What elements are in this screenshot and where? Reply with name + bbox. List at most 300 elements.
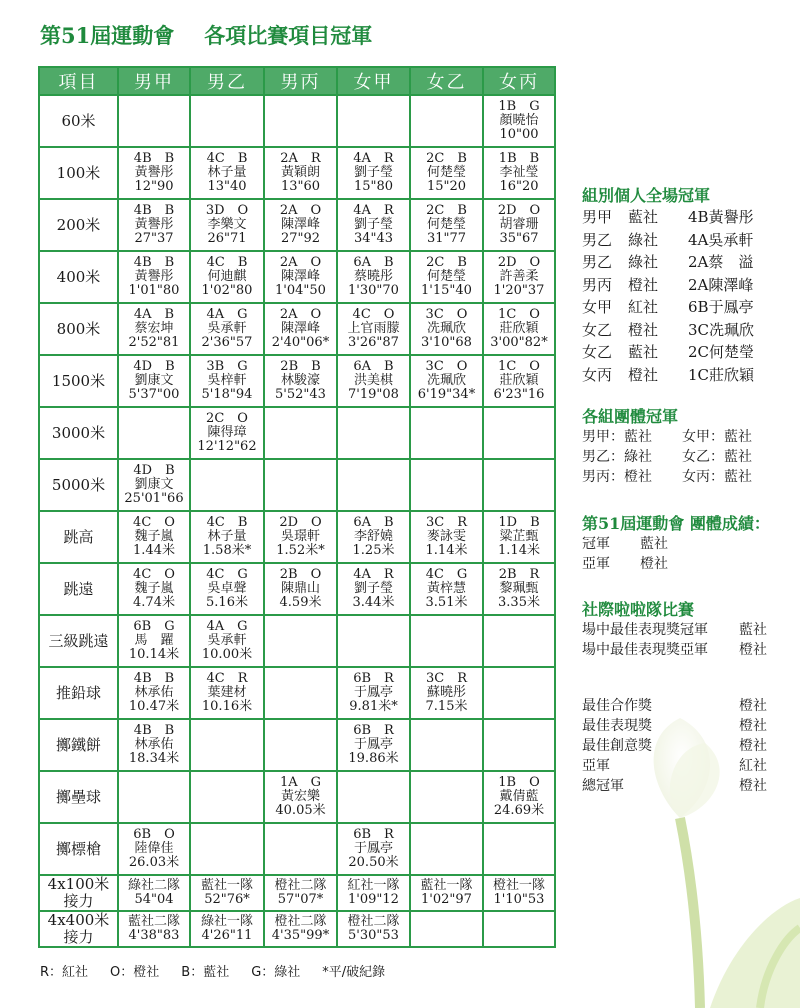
result-line: 4C O [352, 307, 395, 322]
result-line: 6B G [133, 619, 175, 634]
result-line: 5'52"43 [275, 387, 326, 402]
result-cell [483, 147, 555, 199]
result-cell [410, 251, 483, 303]
result-line: 3B G [206, 359, 248, 374]
result-cell [337, 875, 410, 911]
result-line: 2'36"57 [201, 335, 253, 350]
list-item [582, 364, 788, 387]
table-row [39, 563, 555, 615]
result-line: 1C O [498, 359, 540, 374]
result-line: 12'12"62 [197, 439, 257, 454]
header-division: 男甲 [118, 67, 190, 95]
table-row [39, 511, 555, 563]
result-line: 蔡曉彤 [353, 269, 393, 284]
result-line: 4C B [206, 151, 248, 166]
list-item-text: 男甲 [582, 208, 613, 226]
list-item-text: 場中最佳表現獎冠軍 [582, 622, 708, 638]
result-line: 橙社二隊 [347, 914, 400, 929]
cheer-title: 社際啦啦隊比賽 [582, 600, 695, 619]
result-cell [264, 771, 337, 823]
result-line: 3.51米 [425, 595, 468, 610]
event-name: 擲壘球 [39, 771, 118, 823]
table-row [39, 911, 555, 947]
result-line: 10.00米 [201, 647, 253, 662]
result-line: 陳鼎山 [280, 581, 320, 596]
result-cell [264, 667, 337, 719]
event-name: 擲標槍 [39, 823, 118, 875]
result-cell [337, 303, 410, 355]
result-line: 于鳳亭 [353, 841, 393, 856]
tulip-illustration [530, 568, 800, 1008]
result-line: 1B G [498, 99, 540, 114]
result-line: 12"90 [134, 179, 174, 194]
result-cell [190, 875, 264, 911]
list-item [582, 206, 788, 229]
result-line: 劉康文 [134, 373, 174, 388]
result-cell [337, 911, 410, 947]
result-cell [118, 199, 190, 251]
event-name: 跳高 [39, 511, 118, 563]
result-line: 蔡宏坤 [134, 321, 174, 336]
result-line: 3'26"87 [348, 335, 399, 350]
list-item-text: 女甲：藍社 [682, 429, 752, 445]
result-cell [190, 511, 264, 563]
result-line: 2A O [279, 255, 322, 270]
event-name: 4x400米 接力 [39, 911, 118, 947]
list-item-text: 2C何楚瑩 [688, 343, 755, 361]
result-line: 洪美棋 [353, 373, 393, 388]
result-cell [190, 719, 264, 771]
list-item-text: 橙社 [739, 698, 767, 714]
result-cell [190, 199, 264, 251]
result-line: 1'04"50 [275, 283, 326, 298]
result-line: 4A R [353, 203, 394, 218]
result-line: 4D B [133, 463, 175, 478]
result-line: 34"43 [353, 231, 394, 246]
individual-champions [582, 183, 788, 386]
result-line: 4B B [133, 723, 175, 738]
result-line: 1.44米 [133, 543, 175, 558]
list-item-text: 女丙 [582, 365, 613, 384]
result-cell [190, 771, 264, 823]
result-line: 莊欣穎 [499, 373, 539, 388]
result-line: 6A B [353, 359, 394, 374]
result-line: 27"92 [280, 231, 321, 246]
result-cell [337, 355, 410, 407]
result-cell [483, 459, 555, 511]
result-cell [118, 911, 190, 947]
legend-item: *平/破紀錄 [322, 965, 386, 980]
result-cell [410, 511, 483, 563]
table-row [39, 459, 555, 511]
result-line: 2D O [497, 203, 541, 218]
result-cell [410, 823, 483, 875]
list-item [582, 341, 788, 364]
result-line: 4.59米 [279, 595, 322, 610]
result-line: 15"20 [426, 179, 467, 194]
result-line: 綠社二隊 [127, 878, 180, 893]
result-cell [190, 563, 264, 615]
result-line: 10"00 [499, 127, 539, 142]
result-cell [337, 251, 410, 303]
result-line: 3C O [425, 307, 468, 322]
list-item-text: 男乙：綠社 [582, 449, 652, 465]
result-line: 6B R [353, 827, 394, 842]
result-line: 26"71 [207, 231, 247, 246]
event-name: 5000米 [39, 459, 118, 511]
result-line: 18.34米 [128, 751, 180, 766]
list-item-text: 4B黃譽彤 [688, 208, 754, 226]
result-line: 4B B [133, 671, 175, 686]
result-line: 5'18"94 [201, 387, 253, 402]
result-line: 13"40 [207, 179, 247, 194]
result-line: 4D B [133, 359, 175, 374]
result-cell [483, 251, 555, 303]
result-line: 3.35米 [498, 595, 540, 610]
result-cell [483, 199, 555, 251]
result-cell [190, 147, 264, 199]
result-cell [264, 511, 337, 563]
legend-item: R：紅社 [40, 965, 89, 980]
list-item-text: 男丙 [582, 275, 613, 294]
result-cell [264, 875, 337, 911]
result-line: 3'10"68 [421, 335, 472, 350]
result-cell [264, 95, 337, 147]
result-line: 橙社二隊 [274, 914, 327, 929]
result-cell [337, 95, 410, 147]
result-line: 4A R [353, 151, 394, 166]
result-cell [264, 563, 337, 615]
result-line: 麥詠雯 [426, 529, 466, 544]
result-line: 劉康文 [134, 477, 174, 492]
result-line: 2'40"06* [271, 335, 330, 350]
list-item [582, 534, 770, 554]
result-cell [410, 615, 483, 667]
group-champions [582, 404, 782, 487]
result-line: 1'02"80 [201, 283, 253, 298]
result-line: 4C G [425, 567, 468, 582]
result-line: 4.74米 [133, 595, 175, 610]
list-item [582, 229, 788, 252]
result-line: 2C B [426, 255, 467, 270]
result-line: 何楚瑩 [426, 165, 466, 180]
result-line: 陳得璋 [207, 425, 247, 440]
result-line: 李祉瑩 [499, 165, 539, 180]
result-cell [264, 719, 337, 771]
result-line: 6B R [353, 671, 394, 686]
result-line: 陳澤峰 [280, 269, 320, 284]
list-item-text: 藍社 [739, 622, 767, 638]
result-cell [264, 407, 337, 459]
result-line: 于鳳亭 [353, 737, 393, 752]
list-item-text: 男乙 [582, 230, 613, 249]
result-line: 黃譽彤 [134, 165, 174, 180]
list-item-text: 亞軍 [582, 758, 610, 774]
result-line: 19.86米 [348, 751, 399, 766]
result-line: 陳澤峰 [280, 217, 320, 232]
result-line: 5'37"00 [128, 387, 180, 402]
result-line: 5'30"53 [348, 928, 399, 943]
header-division: 男乙 [190, 67, 264, 95]
result-cell [410, 563, 483, 615]
result-line: 10.14米 [128, 647, 180, 662]
result-line: 4C B [206, 515, 248, 530]
list-item-text: 男甲：藍社 [582, 429, 652, 445]
result-line: 4'38"83 [128, 928, 180, 943]
title-text: 第51屆運動會 [40, 23, 175, 48]
page-title [40, 20, 372, 50]
event-name: 200米 [39, 199, 118, 251]
list-item-text: 場中最佳表現獎亞軍 [582, 642, 708, 658]
result-cell [337, 147, 410, 199]
legend-item: O：橙社 [110, 965, 160, 980]
table-row [39, 615, 555, 667]
result-cell [410, 355, 483, 407]
list-item-text: 4A吳承軒 [688, 230, 754, 249]
header-division: 女乙 [410, 67, 483, 95]
list-item-text: 橙社 [628, 320, 659, 339]
result-line: 2B O [279, 567, 322, 582]
result-line: 黃譽彤 [134, 217, 174, 232]
result-line: 5.16米 [206, 595, 248, 610]
table-row [39, 823, 555, 875]
result-cell [410, 719, 483, 771]
result-cell [483, 303, 555, 355]
table-row [39, 303, 555, 355]
result-cell [118, 147, 190, 199]
result-cell [337, 407, 410, 459]
table-row [39, 95, 555, 147]
result-cell [264, 823, 337, 875]
list-item-text: 最佳創意獎 [582, 738, 652, 754]
table-row [39, 667, 555, 719]
result-line: 劉子瑩 [353, 165, 393, 180]
table-row [39, 199, 555, 251]
result-line: 于鳳亭 [353, 685, 393, 700]
result-line: 2B B [280, 359, 321, 374]
result-line: 粱芷甄 [499, 529, 539, 544]
event-name: 3000米 [39, 407, 118, 459]
result-cell [337, 667, 410, 719]
result-line: 7.15米 [425, 699, 468, 714]
list-item-text: 橙社 [628, 275, 659, 294]
result-line: 2A O [279, 203, 322, 218]
result-line: 52"76* [204, 892, 250, 907]
event-name: 800米 [39, 303, 118, 355]
event-name: 跳遠 [39, 563, 118, 615]
result-line: 3'00"82* [490, 335, 548, 350]
result-line: 葉建材 [207, 685, 247, 700]
result-line: 李樂文 [207, 217, 247, 232]
result-line: 1B B [498, 151, 540, 166]
list-item [582, 447, 782, 467]
result-line: 6A B [353, 515, 394, 530]
list-item-text: 冠軍 [582, 536, 610, 552]
result-line: 13"60 [280, 179, 321, 194]
result-line: 1A G [279, 775, 322, 790]
result-line: 橙社二隊 [274, 878, 327, 893]
result-line: 1.14米 [425, 543, 468, 558]
list-item-text: 亞軍 [582, 556, 610, 572]
result-cell [410, 667, 483, 719]
result-line: 6B O [133, 827, 175, 842]
result-line: 1.14米 [498, 543, 540, 558]
result-cell [337, 459, 410, 511]
result-cell [190, 615, 264, 667]
list-item-text: 女乙 [582, 343, 613, 361]
result-line: 3C R [425, 515, 467, 530]
list-item-text: 橙社 [739, 642, 767, 658]
result-line: 25'01"66 [124, 491, 184, 506]
result-line: 1'09"12 [348, 892, 399, 907]
list-item-text: 女甲 [582, 298, 613, 316]
list-item-text: 紅社 [628, 298, 659, 316]
result-line: 1'30"70 [348, 283, 399, 298]
result-line: 上官雨朦 [347, 321, 400, 336]
result-line: 4A R [353, 567, 394, 582]
subtitle-text: 各項比賽項目冠軍 [204, 23, 373, 48]
result-line: 戴倩藍 [499, 789, 539, 804]
result-line: 綠社一隊 [200, 914, 253, 929]
result-line: 何楚瑩 [426, 217, 466, 232]
result-cell [264, 147, 337, 199]
result-cell [410, 875, 483, 911]
result-line: 1'02"97 [421, 892, 472, 907]
overall-results [582, 511, 770, 574]
result-line: 林子量 [207, 165, 247, 180]
result-line: 3C R [425, 671, 467, 686]
result-line: 1D B [498, 515, 540, 530]
result-cell [410, 199, 483, 251]
list-item-text: 女丙：藍社 [682, 469, 752, 485]
table-header-row [39, 67, 555, 95]
result-cell [118, 771, 190, 823]
list-item-text: 3C冼珮欣 [688, 320, 755, 339]
result-line: 魏子嵐 [134, 529, 174, 544]
result-line: 1B O [498, 775, 540, 790]
result-cell [118, 875, 190, 911]
result-cell [118, 251, 190, 303]
header-event: 項目 [39, 67, 118, 95]
list-item-text: 綠社 [628, 230, 659, 249]
result-line: 4C O [133, 515, 175, 530]
result-line: 27"37 [134, 231, 174, 246]
result-line: 藍社一隊 [420, 878, 473, 893]
result-line: 2A R [280, 151, 321, 166]
result-cell [337, 771, 410, 823]
result-cell [264, 355, 337, 407]
list-item-text: 2A陳澤峰 [688, 275, 754, 294]
result-line: 劉子瑩 [353, 581, 393, 596]
result-line: 吳承軒 [207, 321, 247, 336]
result-line: 6'23"16 [493, 387, 545, 402]
result-line: 20.50米 [348, 855, 399, 870]
result-cell [410, 95, 483, 147]
list-item [582, 319, 788, 342]
result-line: 4C G [206, 567, 248, 582]
list-item-text: 藍社 [640, 536, 668, 552]
list-item-text: 綠社 [628, 253, 659, 271]
result-line: 林駿濠 [280, 373, 320, 388]
result-line: 31"77 [426, 231, 467, 246]
legend [40, 961, 407, 980]
result-line: 吳璟軒 [280, 529, 320, 544]
result-cell [337, 719, 410, 771]
result-line: 1.25米 [352, 543, 395, 558]
result-cell [118, 719, 190, 771]
result-cell [264, 911, 337, 947]
table-row [39, 251, 555, 303]
result-cell [410, 771, 483, 823]
list-item-text: 藍社 [628, 208, 659, 226]
result-line: 橙社一隊 [492, 878, 545, 893]
result-cell [483, 355, 555, 407]
result-cell [410, 147, 483, 199]
result-line: 陸偉佳 [134, 841, 174, 856]
result-line: 何迪麒 [207, 269, 247, 284]
result-line: 2'52"81 [128, 335, 180, 350]
table-row [39, 355, 555, 407]
result-line: 4B B [133, 255, 175, 270]
legend-item: B：藍社 [181, 965, 230, 980]
result-cell [483, 511, 555, 563]
overall-title: 第51屆運動會 團體成績： [582, 514, 770, 533]
header-division: 男丙 [264, 67, 337, 95]
list-item-text: 紅社 [739, 758, 767, 774]
result-line: 胡睿珊 [499, 217, 539, 232]
result-line: 林承佑 [134, 737, 174, 752]
result-cell [118, 407, 190, 459]
result-line: 1'15"40 [421, 283, 472, 298]
result-line: 黎珮甄 [499, 581, 539, 596]
list-item-text: 橙社 [640, 556, 668, 572]
result-cell [337, 563, 410, 615]
result-cell [118, 459, 190, 511]
result-cell [264, 615, 337, 667]
header-division: 女丙 [483, 67, 555, 95]
result-cell [264, 459, 337, 511]
result-line: 4B B [133, 151, 175, 166]
result-line: 4'35"99* [271, 928, 330, 943]
result-line: 6B R [353, 723, 394, 738]
result-cell [190, 823, 264, 875]
result-cell [264, 199, 337, 251]
result-line: 藍社二隊 [127, 914, 180, 929]
event-name: 60米 [39, 95, 118, 147]
result-line: 2A O [279, 307, 322, 322]
table-row [39, 407, 555, 459]
table-row [39, 875, 555, 911]
result-cell [118, 355, 190, 407]
list-item-text: 橙社 [739, 778, 767, 794]
result-cell [410, 303, 483, 355]
result-cell [337, 511, 410, 563]
result-cell [264, 251, 337, 303]
group-title: 各組團體冠軍 [582, 407, 679, 426]
list-item-text: 總冠軍 [582, 778, 624, 794]
result-line: 藍社一隊 [200, 878, 253, 893]
table-row [39, 719, 555, 771]
result-line: 1.58米* [202, 543, 252, 558]
event-name: 三級跳遠 [39, 615, 118, 667]
result-line: 35"67 [499, 231, 539, 246]
result-line: 1.52米* [276, 543, 325, 558]
list-item-text: 男乙 [582, 253, 613, 271]
result-cell [190, 303, 264, 355]
result-line: 7'19"08 [348, 387, 399, 402]
result-cell [118, 563, 190, 615]
result-line: 4C B [206, 255, 248, 270]
